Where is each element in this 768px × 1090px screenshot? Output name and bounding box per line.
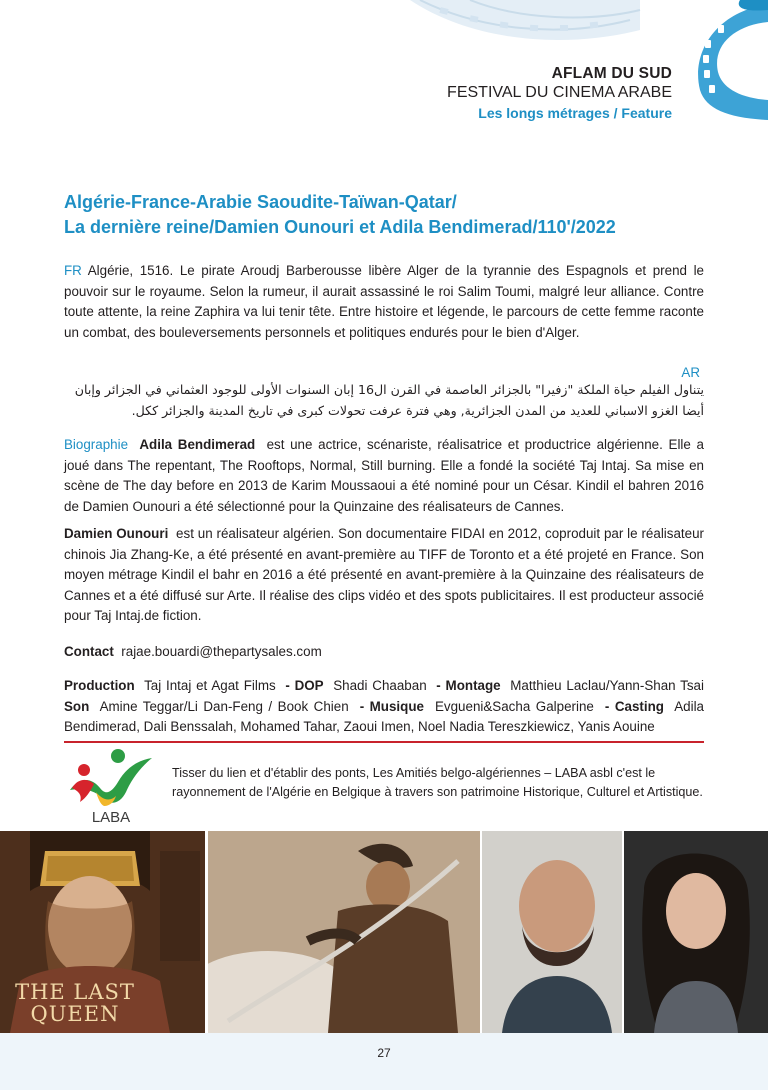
festival-name: AFLAM DU SUD xyxy=(551,65,672,82)
son-value: Amine Teggar/Li Dan-Feng / Book Chien xyxy=(99,698,349,714)
biography-text: est une actrice, scénariste, réalisatrice et productrice algérienne. Elle a joué dans The repentant, The Rooftops, Normal, Still burning. Elle a fondé la société Taj Intaj. Sa mise en scène de The day before en 2013 de Karim Moussaoui a été nominé pour un César. Kindil el bahren 2016 de Damien Ounouri a été sélectionné pour la Quinzaine des réalisateurs de Cannes. xyxy=(64,437,704,514)
musique-value: Evgueni&Sacha Galperine xyxy=(434,698,594,714)
film-countries: Algérie-France-Arabie Saoudite-Taïwan-Qatar/ xyxy=(64,192,457,212)
synopsis-french xyxy=(64,261,704,343)
portrait-woman-illustration xyxy=(624,831,768,1033)
film-title xyxy=(64,190,704,240)
biography-adila xyxy=(64,435,704,517)
casting-value: Adila Bendimerad, Dali Benssalah, Mohamed Tahar, Zaoui Imen, Noel Nadia Tereszkiewicz, Yanis Aouine xyxy=(64,698,704,734)
footer-band xyxy=(0,1033,768,1090)
biography-tag: Biographie xyxy=(64,437,129,452)
laba-description: Tisser du lien et d'établir des ponts, Les Amitiés belgo-algériennes – LABA asbl c'est le rayonnement de l'Algérie en Belgique à travers son patrimoine Historique, Culturel et Artistique. xyxy=(172,766,703,799)
synopsis-fr-text: Algérie, 1516. Le pirate Aroudj Barberousse libère Alger de la tyrannie des Espagnols et prend le pouvoir sur le royaume. Selon la rumeur, il aurait assassiné le roi Salim Toumi, malgré leur alliance. Contre toute attente, la reine Zaphira va lui tenir tête. Entre histoire et légende, le parcours de cette femme raconte un combat, des bouleversements personnels et politiques endurés pour le bien d'Alger. xyxy=(64,263,704,340)
film-title-credits: La dernière reine/Damien Ounouri et Adila Bendimerad/110'/2022 xyxy=(64,217,616,237)
fr-tag: FR xyxy=(64,263,82,278)
portrait-damien xyxy=(482,831,622,1033)
casting-label: - Casting xyxy=(604,698,664,714)
production-value: Taj Intaj et Agat Films xyxy=(144,678,276,693)
montage-value: Matthieu Laclau/Yann-Shan Tsai xyxy=(510,678,704,693)
biography-damien xyxy=(64,524,704,627)
red-divider xyxy=(64,741,704,743)
son-label: Son xyxy=(64,698,90,714)
laba-logo xyxy=(66,748,156,826)
festival-header xyxy=(447,64,672,123)
festival-subtitle: FESTIVAL DU CINEMA ARABE xyxy=(447,84,672,101)
film-still xyxy=(208,831,480,1033)
section-label: Les longs métrages / Feature xyxy=(478,105,672,121)
film-poster xyxy=(0,831,205,1033)
montage-label: - Montage xyxy=(436,678,501,693)
contact-email[interactable]: rajae.bouardi@thepartysales.com xyxy=(121,644,322,659)
film-still-illustration xyxy=(208,831,480,1033)
synopsis-arabic: يتناول الفيلم حياة الملكة "زفيرا" بالجزائر العاصمة في القرن ال16 إبان السنوات الأولى للوجود العثماني في الجزائر وإبان أيضا الغزو الاسباني للعديد من المدن الجزائرية, وهي فترة عرفت تحولات كبرى في تاريخ المدينة والجزائر ككل. xyxy=(74,382,704,418)
production-label: Production xyxy=(64,678,135,693)
credits xyxy=(64,676,704,738)
laba-logo-text: LABA xyxy=(91,809,131,826)
dop-value: Shadi Chaaban xyxy=(333,678,427,693)
page-number: 27 xyxy=(377,1046,391,1060)
contact-label: Contact xyxy=(64,644,114,659)
musique-label: - Musique xyxy=(359,698,424,714)
portrait-adila xyxy=(624,831,768,1033)
damien-text: est un réalisateur algérien. Son documentaire FIDAI en 2012, coproduit par le réalisateur chinois Jia Zhang-Ke, a été présenté en avant-première au TIFF de Toronto et a été projeté en France. Son moyen métrage Kindil el bahr en 2016 a été présenté en avant-première à la Quinzaine des réalisateurs de Cannes et a été diffusé sur Arte. Il réalise des clips vidéo et des spots publicitaires. Il est producteur associé pour Taj Intaj.de fiction. xyxy=(64,526,704,623)
poster-title xyxy=(0,981,150,1025)
biography-name: Adila Bendimerad xyxy=(139,437,256,452)
contact xyxy=(64,642,704,663)
damien-name: Damien Ounouri xyxy=(64,526,169,541)
dop-label: - DOP xyxy=(285,678,324,693)
ar-tag: AR xyxy=(681,365,700,380)
photo-strip xyxy=(0,831,768,1033)
poster-title-line1: THE LAST xyxy=(15,980,135,1004)
poster-title-line2: QUEEN xyxy=(30,1002,120,1026)
portrait-man-illustration xyxy=(482,831,622,1033)
